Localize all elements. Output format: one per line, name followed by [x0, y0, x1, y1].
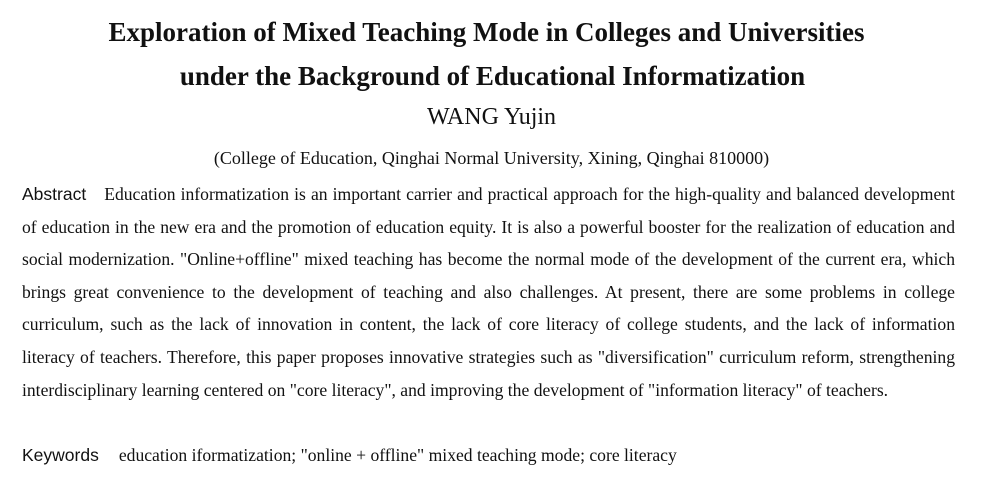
keywords-text: education iformatization; "online + offline" mixed teaching mode; core literacy	[118, 445, 677, 465]
abstract-label: Abstract	[22, 184, 87, 204]
keywords-line	[22, 440, 955, 470]
paper-title-line-2: under the Background of Educational Informatization	[179, 61, 806, 91]
abstract-text: Education informatization is an important carrier and practical approach for the high-quality and balanced development of education in the new era and the promotion of education equity. It is also a powerful booster for the realization of education and social modernization. "Online+offline" mixed teaching has become the normal mode of the development of the current era, which brings great convenience to the development of teaching and also challenges. At present, there are some problems in college curriculum, such as the lack of innovation in content, the lack of core literacy of college students, and the lack of information literacy of teachers. Therefore, this paper proposes innovative strategies such as "diversification" curriculum reform, strengthening interdisciplinary learning centered on "core literacy", and improving the development of "information literacy" of teachers.	[22, 184, 955, 400]
keywords-label: Keywords	[22, 445, 99, 465]
author-name-text: WANG Yujin	[426, 104, 557, 130]
author-affiliation-text: (College of Education, Qinghai Normal University, Xining, Qinghai 810000)	[213, 148, 770, 168]
paper-title-line-1: Exploration of Mixed Teaching Mode in Colleges and Universities	[108, 17, 865, 47]
author-affiliation	[0, 145, 993, 171]
abstract-paragraph	[22, 178, 955, 406]
author-name	[0, 102, 993, 132]
